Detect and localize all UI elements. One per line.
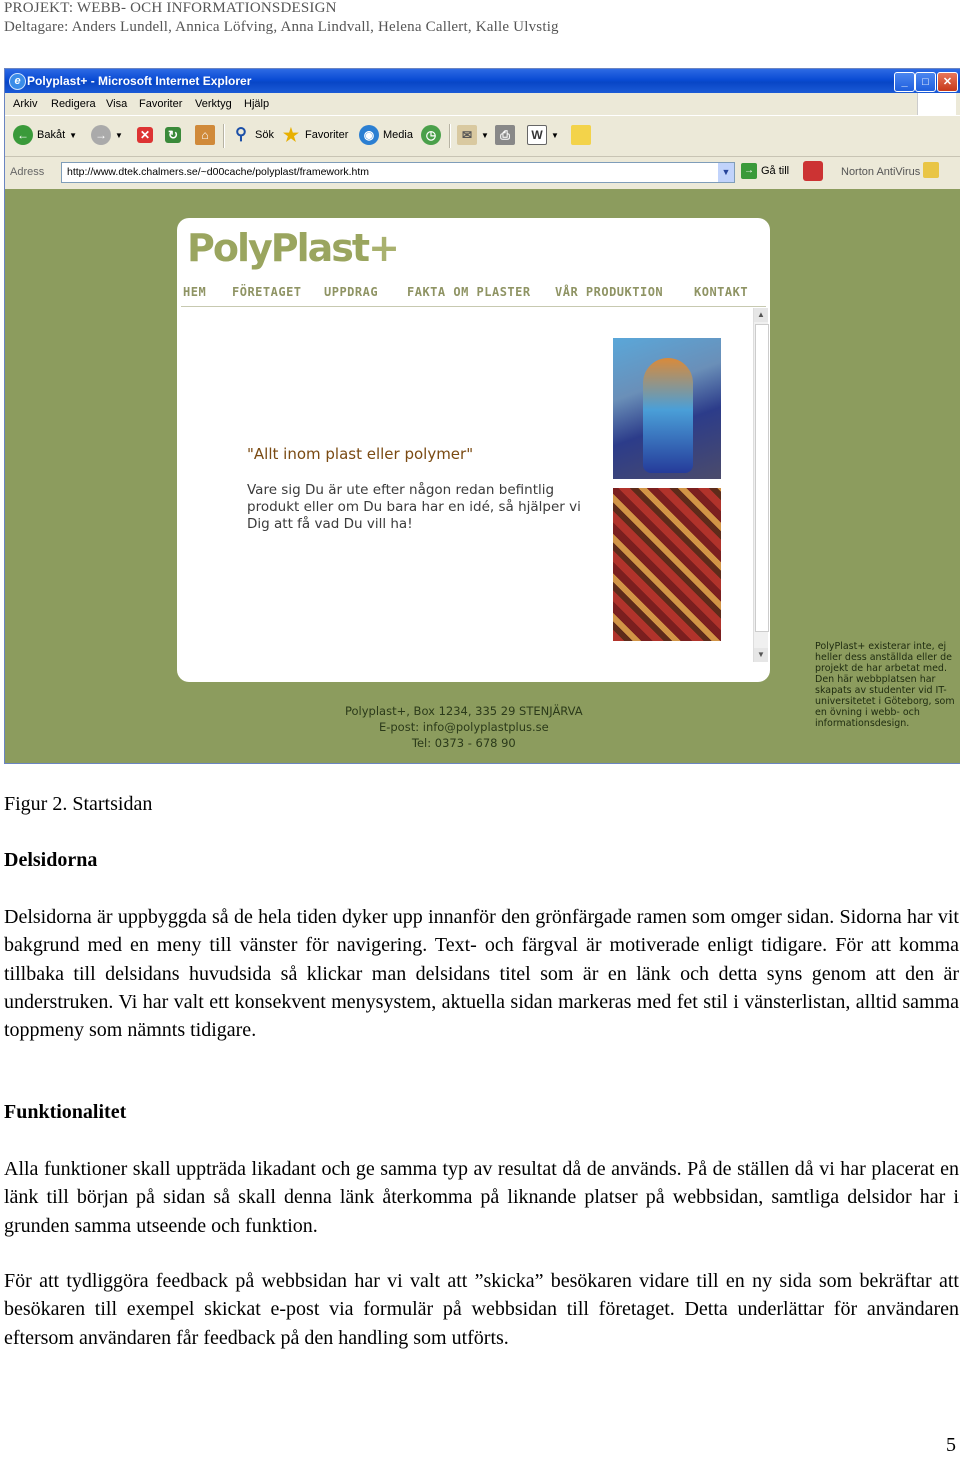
nav-kontakt[interactable]: KONTAKT <box>694 285 749 299</box>
window-title: Polyplast+ - Microsoft Internet Explorer <box>27 74 252 88</box>
edit-button[interactable]: W ▼ <box>527 124 559 146</box>
word-edit-icon: W <box>527 125 547 145</box>
nav-var-produktion[interactable]: VÅR PRODUKTION <box>555 285 664 299</box>
menu-hjalp[interactable]: Hjälp <box>244 98 270 110</box>
heading-funktionalitet: Funktionalitet <box>4 1101 127 1123</box>
site-logo[interactable]: PolyPlast+ <box>187 226 398 270</box>
refresh-icon: ↻ <box>165 127 181 143</box>
address-bar <box>5 156 960 188</box>
menu-redigera[interactable]: Redigera <box>51 98 96 110</box>
discuss-button[interactable] <box>571 124 591 146</box>
figure-caption: Figur 2. Startsidan <box>4 793 153 815</box>
go-button[interactable] <box>741 163 789 179</box>
nav-hem[interactable]: HEM <box>183 285 207 299</box>
document-header-participants: Deltagare: Anders Lundell, Annica Löfving, Anna Lindvall, Helena Callert, Kalle Ulvstig <box>4 19 559 35</box>
address-input[interactable] <box>61 162 735 183</box>
print-icon: ⎙ <box>495 125 515 145</box>
mail-button[interactable]: ✉ ▼ <box>457 124 489 146</box>
search-button[interactable] <box>231 124 274 146</box>
ie-logo-icon: e <box>9 73 26 90</box>
scroll-down-icon[interactable]: ▼ <box>754 648 768 662</box>
favorites-label: Favoriter <box>305 129 349 141</box>
site-disclaimer: PolyPlast+ existerar inte, ej heller dess anställda eller de projekt de har arbetat med. Den här webbplatsen har skapats av studenter vid IT-universitetet i Göteborg, som en övning i webb- och informationsdesign. <box>815 641 955 729</box>
paragraph-funktionalitet-1: Alla funktioner skall uppträda likadant och ge samma typ av resultat då de används. På de ställen då vi har placerat en länk till början på sidan så skall denna länk återkomma på liknande platser på webbsidan, samtliga delsidor har i grunden samma utseende och funktion. <box>4 1158 959 1237</box>
star-icon: ★ <box>282 125 300 145</box>
scroll-up-icon[interactable]: ▲ <box>754 308 768 322</box>
paragraph-delsidorna: Delsidorna är uppbyggda så de hela tiden dyker upp innanför den grönfärgade ramen som omger sidan. Sidorna har vit bakgrund med en meny till vänster för navigering. Text- och färgval är motiverade enligt tidigare. För att komma tillbaka till delsidans huvudsida så klickar man delsidans titel som är en länk och detta syns genom att den är understruken. Vi har valt ett konsekvent menysystem, aktuella sidan markeras med fet stil i vänsterlistan, alltid samma toppmeny som nämnts tidigare. <box>4 906 959 1042</box>
page-number: 5 <box>946 1434 956 1456</box>
address-label: Adress <box>10 166 45 178</box>
norton-label[interactable]: Norton AntiVirus <box>841 166 921 178</box>
search-label: Sök <box>255 129 274 141</box>
footer-phone: Tel: 0373 - 678 90 <box>411 736 516 750</box>
note-icon <box>571 125 591 145</box>
footer-address: Polyplast+, Box 1234, 335 29 STENJÄRVA <box>345 704 583 718</box>
site-content-panel <box>177 218 770 682</box>
paragraph-funktionalitet-2: För att tydliggöra feedback på webbsidan har vi valt att ”skicka” besökaren vidare till en ny sida som bekräftar att besökaren till exempel skickat e-post via formulär på webbsidan till företaget. Detta underlättar för användaren eftersom användaren får feedback på den handling som utförts. <box>4 1270 959 1349</box>
menu-bar <box>5 93 960 115</box>
back-label: Bakåt <box>37 129 66 141</box>
menu-favoriter[interactable]: Favoriter <box>139 98 183 110</box>
back-button[interactable]: ← Bakåt ▼ <box>13 124 77 146</box>
menu-arkiv[interactable]: Arkiv <box>13 98 38 110</box>
home-icon: ⌂ <box>195 125 215 145</box>
statue-photo <box>613 338 721 479</box>
media-button[interactable] <box>359 124 413 146</box>
heading-delsidorna: Delsidorna <box>4 849 98 871</box>
pdf-icon[interactable] <box>803 161 823 181</box>
forward-button[interactable]: → ▼ <box>91 124 123 146</box>
go-arrow-icon: → <box>741 163 757 179</box>
scroll-thumb[interactable] <box>755 324 769 632</box>
history-icon: ◷ <box>421 125 441 145</box>
content-scrollbar[interactable] <box>753 308 768 662</box>
menu-visa[interactable]: Visa <box>106 98 128 110</box>
web-page-viewport <box>5 189 960 763</box>
document-header-project: PROJEKT: WEBB- OCH INFORMATIONSDESIGN <box>4 0 337 16</box>
browser-window <box>4 68 960 764</box>
go-label: Gå till <box>761 165 790 177</box>
address-url: http://www.dtek.chalmers.se/~d00cache/polyplast/framework.htm <box>67 166 370 178</box>
toolbar <box>5 115 960 157</box>
norton-icon[interactable] <box>923 162 939 178</box>
minimize-button[interactable]: _ <box>894 72 915 92</box>
address-dropdown-icon[interactable]: ▼ <box>718 163 734 182</box>
media-globe-icon: ◉ <box>359 125 379 145</box>
forward-arrow-icon: → <box>91 125 111 145</box>
windows-flag-icon <box>917 93 956 115</box>
nav-uppdrag[interactable]: UPPDRAG <box>324 285 379 299</box>
masks-photo <box>613 488 721 641</box>
media-label: Media <box>383 129 413 141</box>
site-quote: "Allt inom plast eller polymer" <box>247 445 474 463</box>
title-bar <box>5 69 960 93</box>
nav-foretaget[interactable]: FÖRETAGET <box>232 285 302 299</box>
menu-verktyg[interactable]: Verktyg <box>195 98 232 110</box>
print-button[interactable] <box>495 124 515 146</box>
stop-icon: ✕ <box>137 127 153 143</box>
favorites-button[interactable] <box>281 124 348 146</box>
mail-icon: ✉ <box>457 125 477 145</box>
site-footer <box>345 703 583 751</box>
close-button[interactable]: ✕ <box>937 72 958 92</box>
refresh-button[interactable] <box>165 124 181 146</box>
nav-divider <box>181 306 766 307</box>
history-button[interactable] <box>421 124 441 146</box>
nav-fakta-om-plaster[interactable]: FAKTA OM PLASTER <box>407 285 531 299</box>
search-icon: ⚲ <box>235 126 247 143</box>
footer-email[interactable]: E-post: info@polyplastplus.se <box>378 720 549 734</box>
site-intro-text: Vare sig Du är ute efter någon redan befintlig produkt eller om Du bara har en idé, så hjälper vi Dig att få vad Du vill ha! <box>247 482 581 532</box>
maximize-button[interactable]: □ <box>915 72 936 92</box>
back-arrow-icon: ← <box>13 125 33 145</box>
home-button[interactable] <box>195 124 215 146</box>
stop-button[interactable] <box>137 124 153 146</box>
